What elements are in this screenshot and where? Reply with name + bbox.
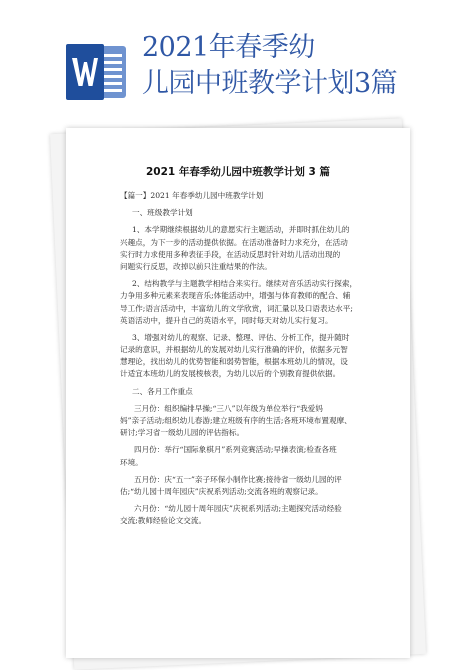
- text-line: 力争用多种元素来表现音乐;体能活动中，增强与体育教师的配合、辅: [120, 291, 351, 301]
- document-page: [66, 128, 410, 658]
- text-line: 计适宜本班幼儿的发展棱核表，为幼儿以后的个别教育提供依据。: [120, 369, 341, 379]
- text-line: 交流;教师经验论文交流。: [120, 516, 207, 526]
- document-body: [120, 190, 374, 528]
- text-line: 英语活动中，提升自己的英语水平，同时每天对幼儿实行复习。: [120, 315, 333, 325]
- page-title-line-1: 2021年春季幼: [142, 32, 315, 63]
- subheading: 二、各月工作重点: [132, 386, 193, 396]
- text-line: 五月份：庆“五一”亲子环保小制作比赛;接待省一级幼儿园的评: [134, 474, 342, 484]
- text-line: 记录的意识，并根据幼儿的发展对幼儿实行准确的评价，依据多元智: [120, 345, 348, 355]
- text-line: 慧理论，找出幼儿的优势智能和弱势智能，根据本班幼儿的情况，设: [120, 357, 348, 367]
- word-document-icon: [66, 44, 128, 100]
- text-line: 3、增强对幼儿的观察、记录、整理、评估、分析工作，提升随时: [132, 332, 350, 342]
- text-line: 估;“幼儿园十周年园庆”庆祝系列活动;交流各班的观察记录。: [120, 486, 323, 496]
- text-line: 妈”亲子活动;组织幼儿春游;建立班级有序的生活;各班环境布置观摩、: [120, 416, 352, 425]
- header-banner: [0, 0, 474, 120]
- text-line: 四月份：举行“国际象棋月”系列竞赛活动;早操表演;检查各班: [134, 445, 337, 455]
- text-line: 实行时力求使用多种表征手段，在活动反思时针对幼儿活动出现的: [120, 249, 341, 259]
- text-line: 2、结构教学与主题教学相结合来实行。继续对音乐活动实行探索，: [132, 279, 358, 289]
- subheading: 一、班级教学计划: [132, 208, 193, 218]
- text-line: 导工作;语言活动中，丰富幼儿的文学欣赏，词汇量以及口语表达水平;: [120, 303, 353, 313]
- section-heading: 【篇一】2021 年春季幼儿园中班教学计划: [120, 191, 264, 200]
- text-line: 问题实行反思，改掉以前只注重结果的作法。: [120, 261, 272, 271]
- text-line: 兴趣点，为下一步的活动提供依据。在活动准备时力求充分，在活动: [120, 237, 348, 247]
- text-line: 六月份：“幼儿园十周年园庆”庆祝系列活动;主题探究活动经验: [134, 504, 342, 514]
- page-title: [142, 30, 468, 102]
- page-title-line-2: 儿园中班教学计划3篇: [142, 68, 398, 99]
- text-line: 研讨;学习省一级幼儿园的评估指标。: [120, 428, 245, 438]
- text-line: 三月份：组织编排早操;“三八”以年级为单位举行“我爱妈: [134, 403, 323, 413]
- text-line: 环境。: [120, 457, 143, 467]
- document-title: 2021 年春季幼儿园中班教学计划 3 篇: [146, 166, 330, 178]
- text-line: 1、本学期继续根据幼儿的意愿实行主题活动，并即时抓住幼儿的: [132, 225, 350, 235]
